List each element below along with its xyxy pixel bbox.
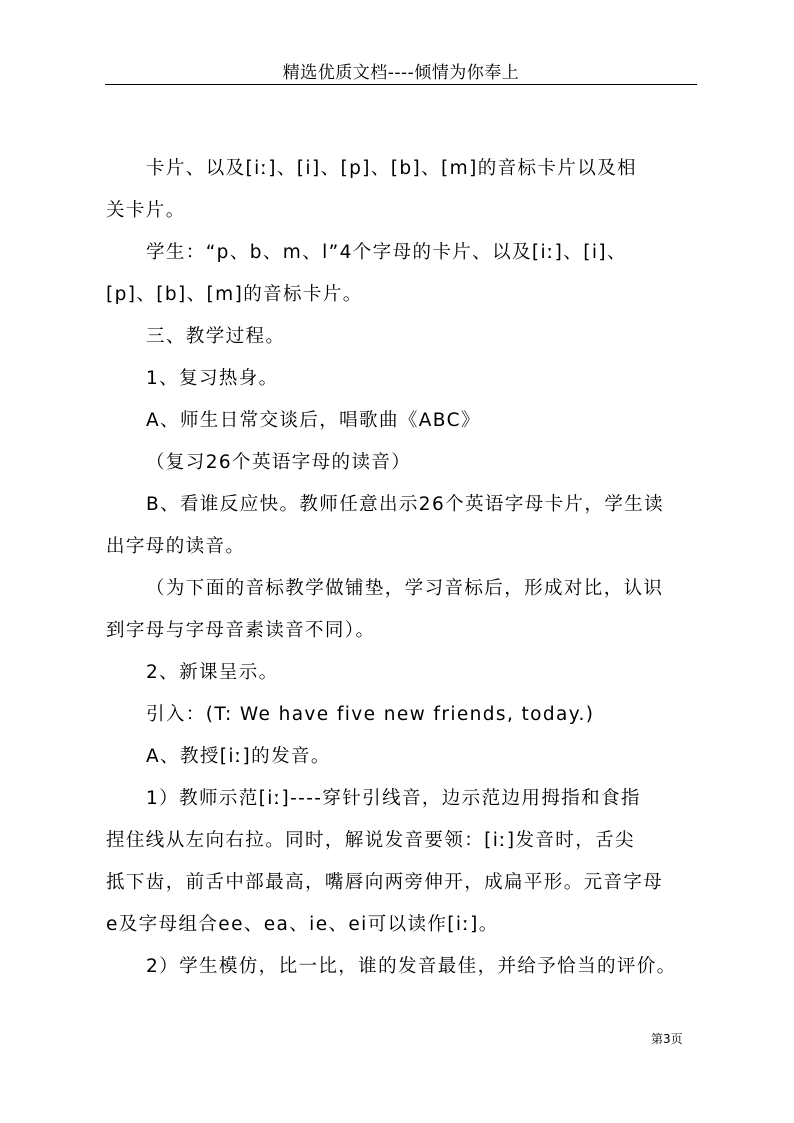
text-line: 1、复习热身。 xyxy=(146,368,279,389)
paragraph xyxy=(106,778,706,946)
text-line: 关卡片。 xyxy=(106,200,186,221)
text-line: 引入：(T: We have five new friends, today.) xyxy=(146,704,595,725)
paragraph xyxy=(106,736,706,778)
paragraph xyxy=(106,652,706,694)
text-line: 出字母的读音。 xyxy=(106,536,246,557)
text-line: 抵下齿，前舌中部最高，嘴唇向两旁伸开，成扁平形。元音字母 xyxy=(106,872,664,893)
text-line: 捏住线从左向右拉。同时，解说发音要领：[iː]发音时，舌尖 xyxy=(106,830,635,851)
paragraph xyxy=(106,400,706,442)
header-divider xyxy=(105,84,697,85)
page-number: 第3页 xyxy=(651,1032,683,1046)
text-line: e及字母组合ee、ea、ie、ei可以读作[iː]。 xyxy=(106,914,499,935)
text-line: 卡片、以及[iː]、[i]、[p]、[b]、[m]的音标卡片以及相 xyxy=(146,158,637,179)
text-line: 到字母与字母音素读音不同）。 xyxy=(106,620,376,641)
text-line: （复习26个英语字母的读音） xyxy=(146,452,412,473)
paragraph xyxy=(106,568,706,652)
paragraph xyxy=(106,946,706,988)
page-header: 精选优质文档----倾情为你奉上 xyxy=(282,63,520,83)
text-line: 2、新课呈示。 xyxy=(146,662,279,683)
text-line: A、教授[iː]的发音。 xyxy=(146,746,331,767)
text-line: 学生：“p、b、m、l”4个字母的卡片、以及[iː]、[i]、 xyxy=(146,242,627,263)
paragraph xyxy=(106,484,706,568)
paragraph xyxy=(106,358,706,400)
paragraph xyxy=(106,316,706,358)
text-line: B、看谁反应快。教师任意出示26个英语字母卡片，学生读 xyxy=(146,494,665,515)
text-line: [p]、[b]、[m]的音标卡片。 xyxy=(106,284,363,305)
paragraph xyxy=(106,148,706,232)
text-line: 三、教学过程。 xyxy=(146,326,286,347)
text-line: 1）教师示范[iː]----穿针引线音，边示范边用拇指和食指 xyxy=(146,788,641,809)
document-body xyxy=(106,148,706,988)
text-line: A、师生日常交谈后，唱歌曲《ABC》 xyxy=(146,410,481,431)
text-line: 2）学生模仿，比一比，谁的发音最佳，并给予恰当的评价。 xyxy=(146,956,677,977)
paragraph xyxy=(106,694,706,736)
paragraph xyxy=(106,442,706,484)
text-line: （为下面的音标教学做铺垫，学习音标后，形成对比，认识 xyxy=(146,578,664,599)
paragraph xyxy=(106,232,706,316)
